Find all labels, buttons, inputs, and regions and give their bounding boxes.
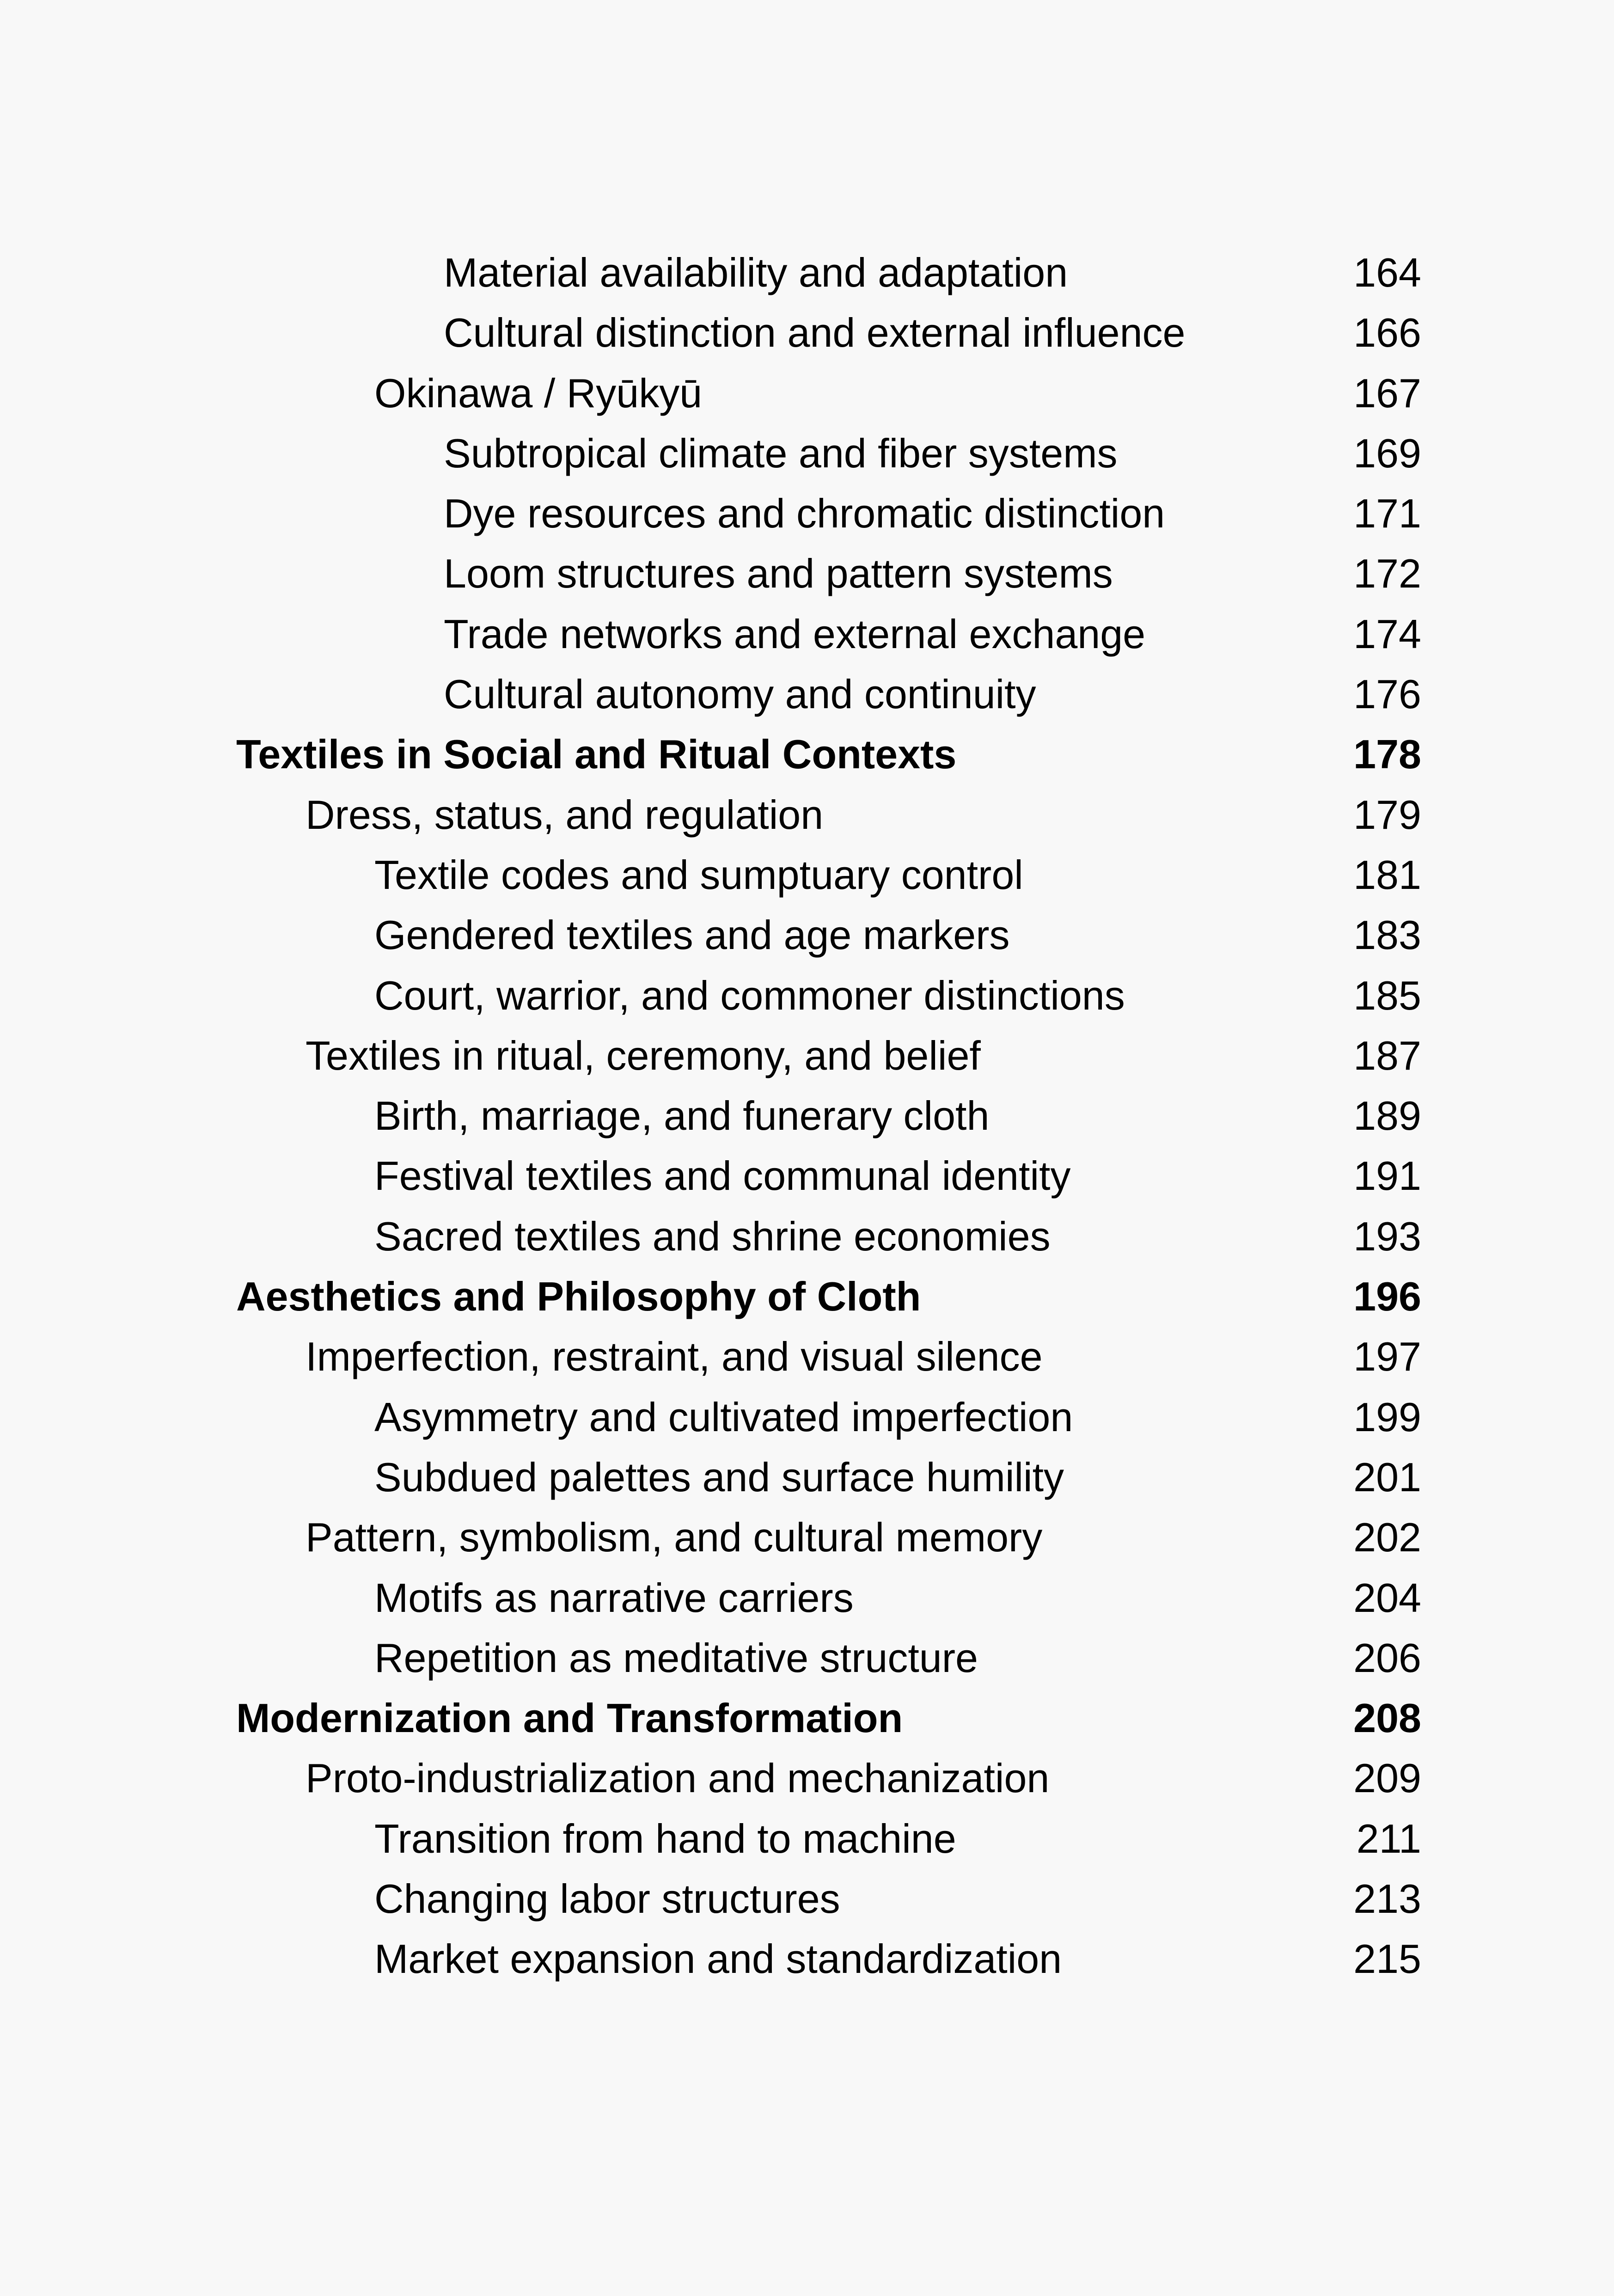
toc-entry-page-number: 202 <box>1353 1514 1421 1561</box>
toc-entry-title: Textile codes and sumptuary control <box>374 851 1023 898</box>
toc-entry <box>0 604 1614 664</box>
toc-entry-title: Cultural distinction and external influence <box>444 310 1186 356</box>
toc-entry <box>0 1869 1614 1929</box>
toc-entry-title: Imperfection, restraint, and visual silence <box>306 1334 1043 1380</box>
toc-chapter-entry <box>0 1688 1614 1748</box>
toc-entry <box>0 1086 1614 1146</box>
toc-entry <box>0 966 1614 1026</box>
toc-entry-page-number: 181 <box>1353 851 1421 898</box>
toc-entry-title: Subdued palettes and surface humility <box>374 1454 1064 1500</box>
toc-chapter-entry <box>0 724 1614 784</box>
toc-entry <box>0 423 1614 484</box>
toc-entry-page-number: 204 <box>1353 1574 1421 1621</box>
toc-entry-page-number: 215 <box>1353 1936 1421 1982</box>
toc-chapter-title: Modernization and Transformation <box>236 1695 903 1741</box>
toc-entry <box>0 1929 1614 1989</box>
toc-chapter-title: Aesthetics and Philosophy of Cloth <box>236 1274 921 1320</box>
toc-entry <box>0 363 1614 423</box>
toc-entry-title: Trade networks and external exchange <box>444 611 1146 657</box>
toc-entry-page-number: 171 <box>1353 490 1421 537</box>
toc-entry <box>0 664 1614 724</box>
toc-entry-title: Gendered textiles and age markers <box>374 912 1010 958</box>
toc-entry-page-number: 169 <box>1353 430 1421 476</box>
toc-entry <box>0 1146 1614 1206</box>
table-of-contents <box>0 243 1614 1990</box>
toc-entry-page-number: 164 <box>1353 250 1421 295</box>
toc-entry-page-number: 167 <box>1353 370 1421 416</box>
toc-entry-title: Court, warrior, and commoner distinctions <box>374 972 1125 1018</box>
toc-entry <box>0 1387 1614 1447</box>
toc-entry-page-number: 166 <box>1353 310 1421 356</box>
toc-entry-title: Transition from hand to machine <box>374 1815 956 1861</box>
toc-entry-page-number: 189 <box>1353 1093 1421 1139</box>
toc-chapter-entry <box>0 1267 1614 1327</box>
toc-entry-title: Dress, status, and regulation <box>306 791 824 838</box>
toc-entry-title: Sacred textiles and shrine economies <box>374 1213 1051 1259</box>
toc-entry-title: Loom structures and pattern systems <box>444 551 1113 597</box>
toc-entry <box>0 905 1614 965</box>
toc-entry <box>0 785 1614 845</box>
toc-entry <box>0 243 1614 303</box>
toc-entry <box>0 1447 1614 1507</box>
toc-entry-title: Changing labor structures <box>374 1876 840 1922</box>
toc-entry-page-number: 187 <box>1353 1032 1421 1078</box>
toc-entry <box>0 544 1614 604</box>
toc-entry-page-number: 191 <box>1353 1153 1421 1199</box>
toc-entry <box>0 303 1614 363</box>
toc-entry-page-number: 213 <box>1353 1876 1421 1922</box>
toc-entry-page-number: 193 <box>1353 1213 1421 1259</box>
toc-entry <box>0 1507 1614 1567</box>
toc-chapter-page-number: 178 <box>1353 731 1421 778</box>
toc-entry <box>0 484 1614 544</box>
toc-entry-page-number: 172 <box>1353 551 1421 597</box>
toc-entry-title: Material availability and adaptation <box>444 250 1068 295</box>
toc-entry <box>0 1206 1614 1267</box>
toc-entry-page-number: 174 <box>1353 611 1421 657</box>
toc-entry-title: Pattern, symbolism, and cultural memory <box>306 1514 1043 1561</box>
toc-entry-page-number: 176 <box>1353 671 1421 717</box>
toc-entry <box>0 1568 1614 1628</box>
toc-entry-title: Repetition as meditative structure <box>374 1635 978 1681</box>
toc-entry-page-number: 185 <box>1353 972 1421 1018</box>
toc-entry <box>0 1327 1614 1387</box>
toc-entry-page-number: 179 <box>1353 791 1421 838</box>
toc-entry-title: Festival textiles and communal identity <box>374 1153 1071 1199</box>
toc-entry-title: Proto-industrialization and mechanization <box>306 1755 1050 1801</box>
toc-entry-title: Cultural autonomy and continuity <box>444 671 1036 717</box>
toc-chapter-page-number: 196 <box>1353 1274 1421 1320</box>
toc-entry <box>0 1748 1614 1808</box>
toc-entry-page-number: 201 <box>1353 1454 1421 1500</box>
toc-entry-title: Subtropical climate and fiber systems <box>444 430 1118 476</box>
toc-entry-page-number: 199 <box>1353 1394 1421 1440</box>
toc-entry <box>0 1026 1614 1086</box>
toc-entry-page-number: 197 <box>1353 1334 1421 1380</box>
toc-entry <box>0 1809 1614 1869</box>
toc-entry-title: Textiles in ritual, ceremony, and belief <box>306 1032 981 1078</box>
toc-chapter-title: Textiles in Social and Ritual Contexts <box>236 731 957 778</box>
toc-entry-title: Birth, marriage, and funerary cloth <box>374 1093 990 1139</box>
toc-entry-title: Dye resources and chromatic distinction <box>444 490 1165 537</box>
toc-entry-title: Okinawa / Ryūkyū <box>374 370 703 416</box>
toc-entry <box>0 1628 1614 1688</box>
toc-entry-page-number: 209 <box>1353 1755 1421 1801</box>
toc-entry-page-number: 206 <box>1353 1635 1421 1681</box>
toc-entry-page-number: 211 <box>1356 1815 1421 1861</box>
toc-entry-title: Motifs as narrative carriers <box>374 1574 854 1621</box>
toc-entry-page-number: 183 <box>1353 912 1421 958</box>
toc-entry-title: Asymmetry and cultivated imperfection <box>374 1394 1073 1440</box>
toc-entry-title: Market expansion and standardization <box>374 1936 1062 1982</box>
toc-entry <box>0 845 1614 905</box>
toc-chapter-page-number: 208 <box>1353 1695 1421 1741</box>
